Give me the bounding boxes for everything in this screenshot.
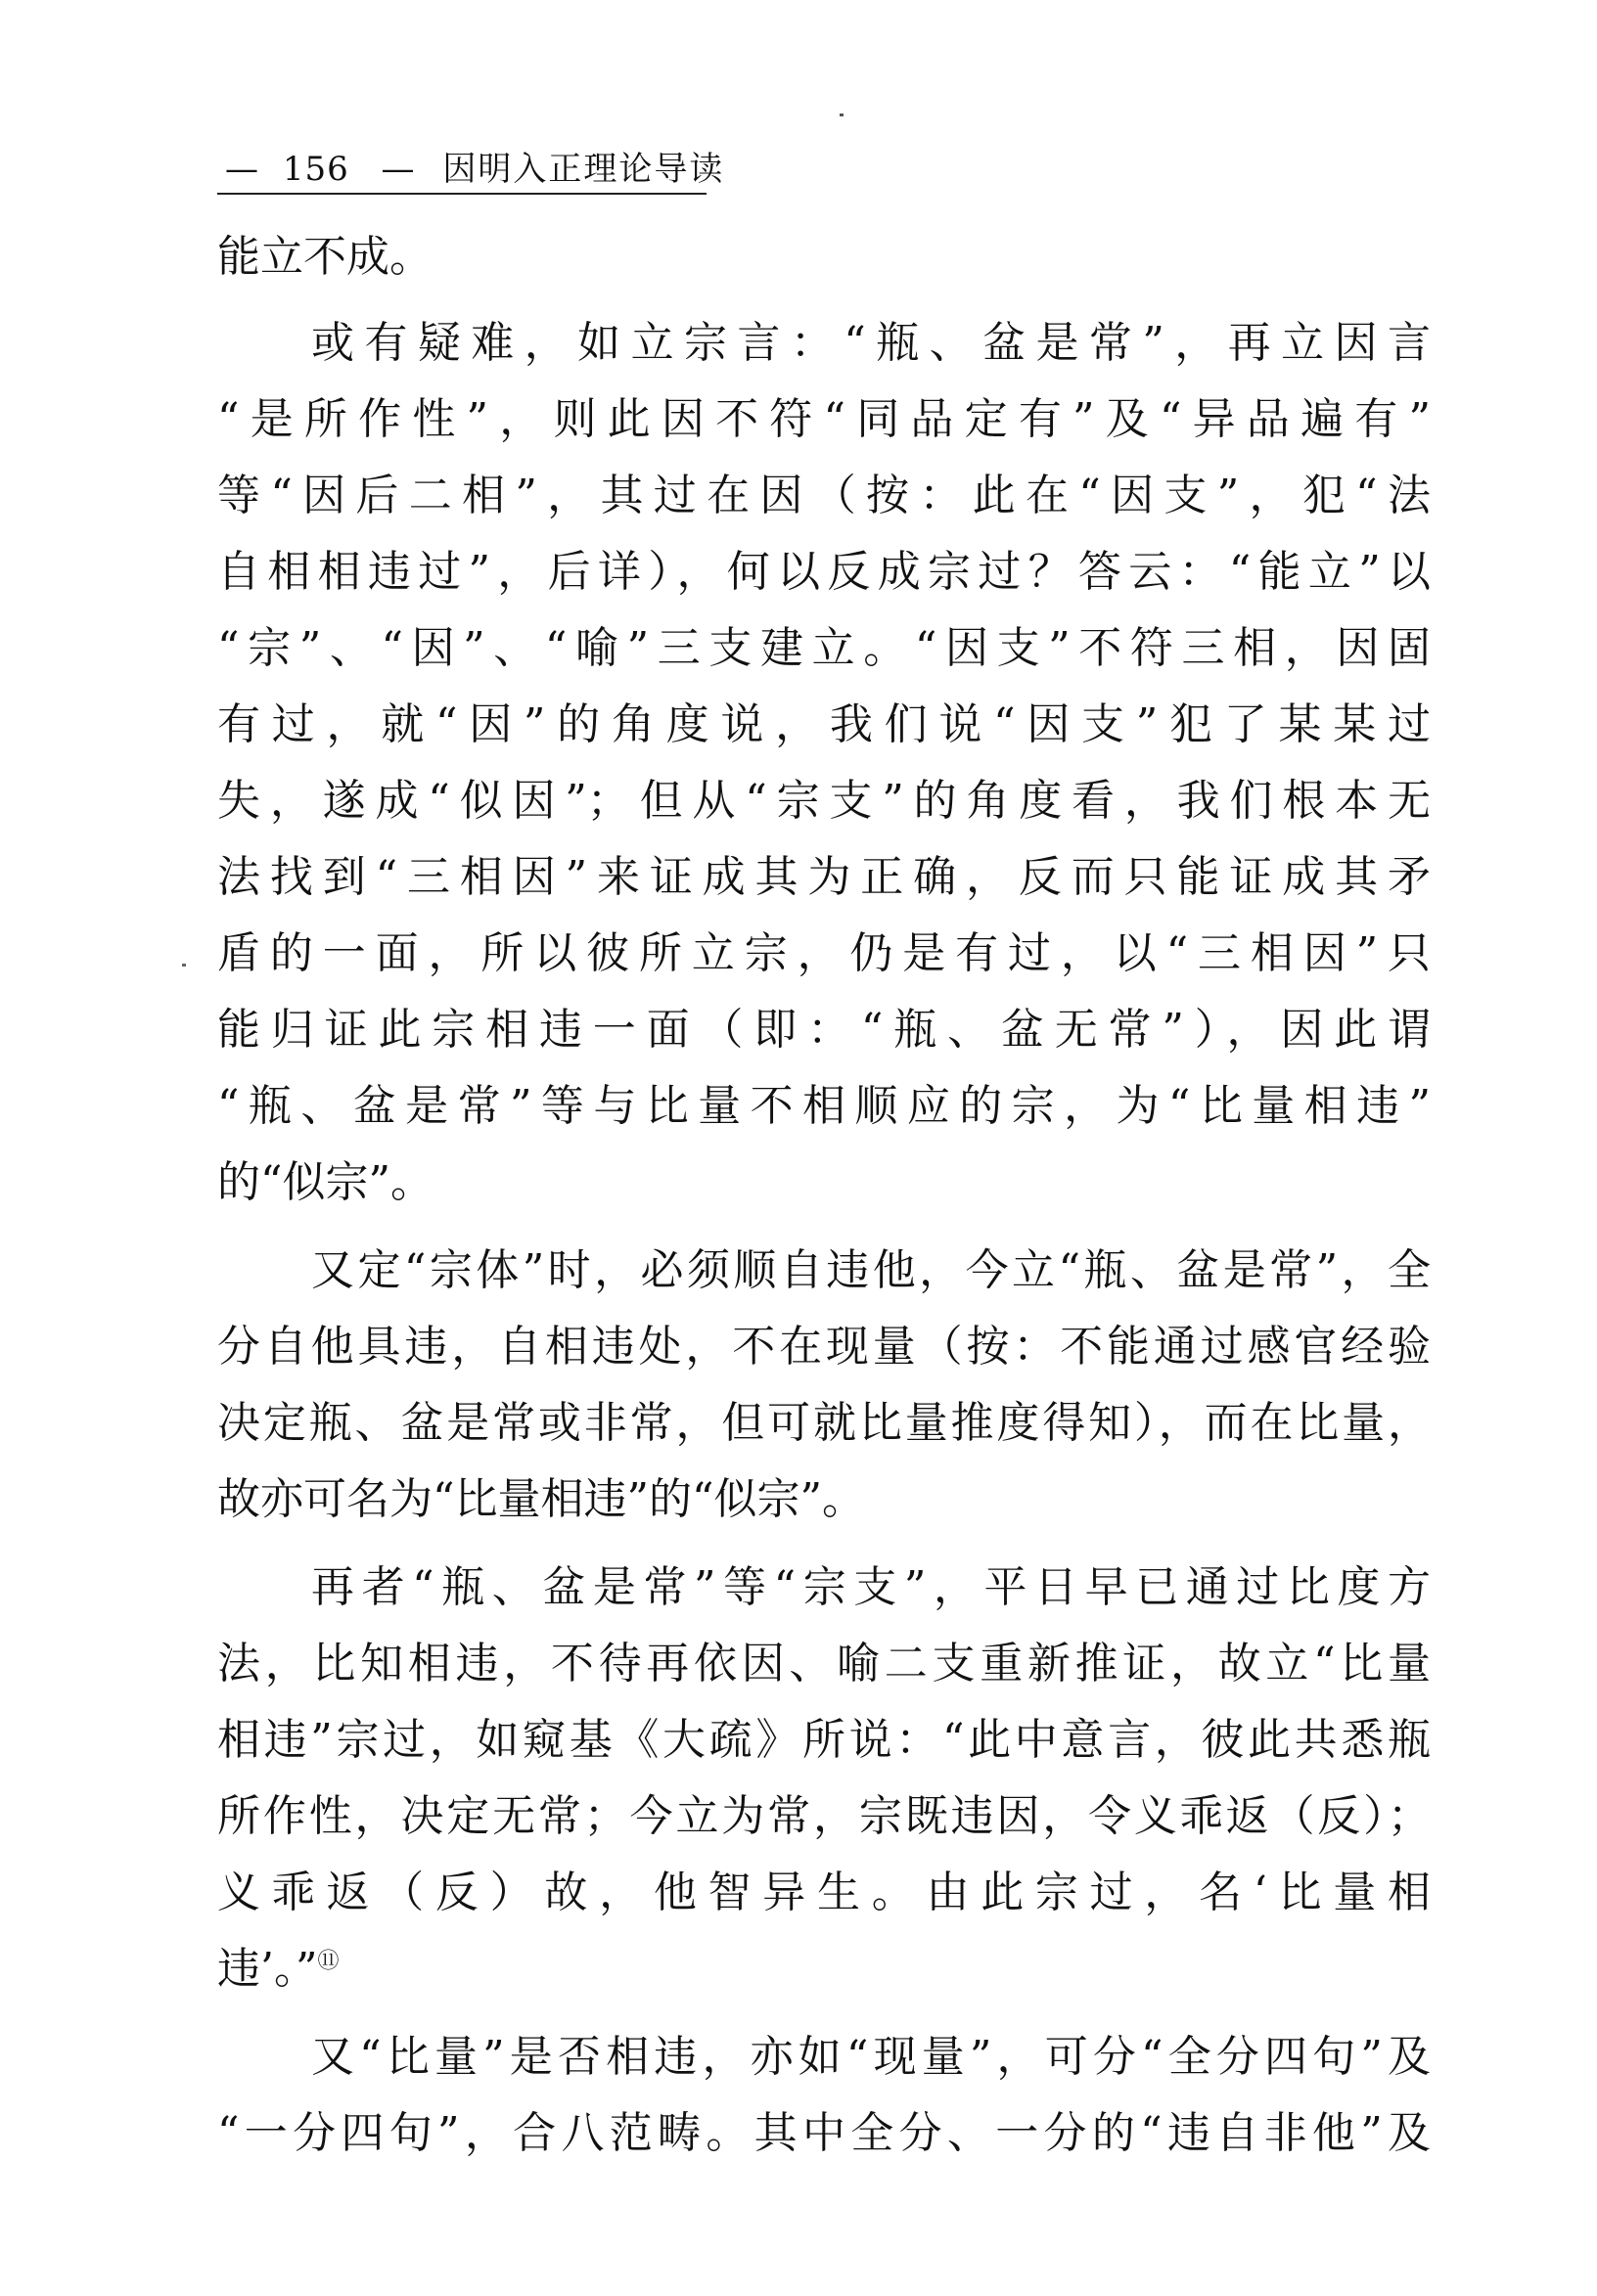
scan-speck [182,964,186,967]
page-number: 156 [282,150,349,189]
text-line: 能归证此宗相违一面（即：“瓶、盆无常”），因此谓 [217,1005,1431,1055]
text-line: 等“因后二相”，其过在因（按：此在“因支”，犯“法 [217,471,1431,520]
text-line: “一分四句”，合八范畴。其中全分、一分的“违自非他”及 [217,2108,1431,2158]
text-line: 盾的一面，所以彼所立宗，仍是有过，以“三相因”只 [217,928,1431,978]
header-dash-left: — [225,150,258,189]
footnote-marker: ⑪ [317,1949,340,1974]
text-line: 法找到“三相因”来证成其为正确，反而只能证成其矛 [217,852,1431,902]
text-line-content: 违’。” [217,1944,318,1994]
header-dash-right: — [381,150,415,189]
text-line: 或有疑难，如立宗言：“瓶、盆是常”，再立因言 [311,318,1431,368]
text-line: 失，遂成“似因”；但从“宗支”的角度看，我们根本无 [217,776,1431,826]
text-line: 自相相违过”，后详），何以反成宗过？答云：“能立”以 [217,547,1431,597]
text-line: “瓶、盆是常”等与比量不相顺应的宗，为“比量相违” [217,1081,1431,1131]
scan-speck [840,113,844,116]
running-header [217,147,726,192]
text-line: 法，比知相违，不待再依因、喻二支重新推证，故立“比量 [217,1639,1431,1688]
text-line: 有过，就“因”的角度说，我们说“因支”犯了某某过 [217,699,1431,749]
header-rule [217,193,707,195]
text-line: 又“比量”是否相违，亦如“现量”，可分“全分四句”及 [311,2032,1431,2082]
text-line: 的“似宗”。 [217,1157,433,1207]
text-line [217,1935,1431,2003]
text-line: 再者“瓶、盆是常”等“宗支”，平日早已通过比度方 [311,1562,1431,1612]
text-line: “宗”、“因”、“喻”三支建立。“因支”不符三相，因固 [217,623,1431,673]
text-line: 义乖返（反）故，他智异生。由此宗过，名‘比量相 [217,1868,1431,1917]
text-line: 所作性，决定无常；今立为常，宗既违因，令义乖返（反）； [217,1791,1431,1841]
book-title: 因明入正理论导读 [442,150,725,189]
text-line: 分自他具违，自相违处，不在现量（按：不能通过感官经验 [217,1322,1431,1372]
text-line: 决定瓶、盆是常或非常，但可就比量推度得知），而在比量， [217,1398,1431,1448]
text-line: 又定“宗体”时，必须顺自违他，今立“瓶、盆是常”，全 [311,1245,1431,1295]
text-line: 能立不成。 [217,232,433,282]
text-line: 故亦可名为“比量相违”的“似宗”。 [217,1474,865,1524]
text-line: “是所作性”，则此因不符“同品定有”及“异品遍有” [217,394,1431,444]
text-line: 相违”宗过，如窥基《大疏》所说：“此中意言，彼此共悉瓶 [217,1715,1431,1765]
